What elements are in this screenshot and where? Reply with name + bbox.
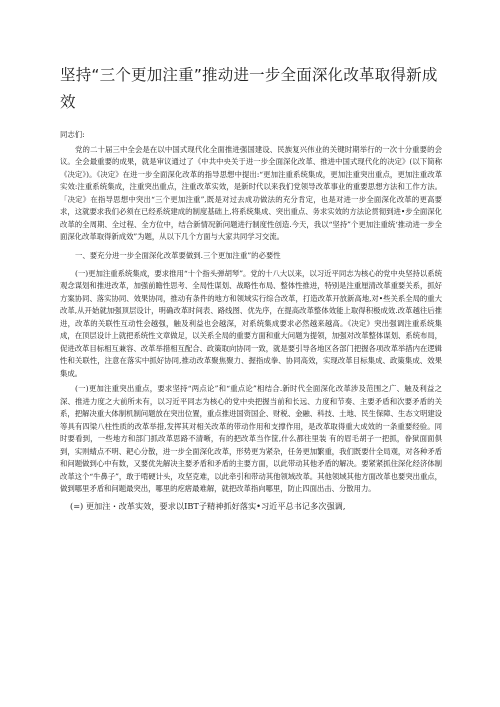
section-paragraph-2: (一)更加注重突出重点，要求坚持“两点论”和“重点论”相结合.新时代全面深化改革涉及范围之广、触及利益之深、推进力度之大前所未有，以习近平同志为核心的党中央把握当前和长远、力度和节奏、主要矛盾和次要矛盾的关系，把解决重大体制机制问题放在突出位置，重点推进国资国企、财税、金融、科技、土地、民生保障、生态文明建设等具有四梁八柱性质的改革举措,发挥其对相关改革的带动作用和支撑作用，是改革取得重大成效的一条重要经验。同时要看到，一些地方和部门抓改革思路不清晰，有的把改革当作筐,什么都往里装 有的眉毛胡子一把抓，眷狱面面俱到，实则蜻点不明、耙心分散，进一步全面深化改革，形势更为紧杂，任务更加繁重，我们既要什全局观，对各种矛盾和问题做到心中有数，又要优先解决主要矛盾和矛盾的主要方面，以此带动其他矛盾的解决。要紧紧抓住深化经济体制改革这个“牛鼻子”，敢于啃硬计头，攻坚克难，以此牵引和带动其他领域改革。其他领域其他方面改革也要突出重点，做到哪里矛盾和问题最突出，哪里的疙瘩最难解，就把改革指向哪里，防止四面出击、分散用力。 (60, 384, 442, 493)
section-paragraph-1: (一)更加注重系统集成，要求推用“十个指头弹胡琴”。党的十八大以来，以习近平同志为核心的党中央坚持以系统观念谋划和推进改革，加强前瞻性思考、全局性谋划、战略性布局、整体性推进，特别是注重厘清改革重要关系，抓好方案协同、落实协同、效果协同，推动有条件的地方和领域实行综合改革，打造改革开放新高地,对•些关系全局的重大改革,从开始就加强顶层设计，明确改革时间表、路线图、优先序，在提高改革整体效能上取得积极成效.改革越往后推进，改革的关联性互动性会越强，触及利益也会越深，对系统集成要求必然越来越高。《决定》突出强调注重系统集成，在顶层设计上就把系统性文章做足，以关系全局的重要方面和重大问题为提领，加强对改革整体谋划、系统布局，促进改革目标相互兼容、改革举措相互配合、政策取向协同一致，就是要引导各地区各部门把握各项改革举措内在逻辑性和关联性，注意在落实中抓好协同,推动改革聚焦聚力、握指成拳、协同高效，实现改革目标集成、政策集成、效果集成。 (60, 268, 442, 378)
intro-paragraph: 党的二十届三中全会是在以中国式现代化全面推进强国建设、民族复兴伟业的关键时期举行的一次十分重要的会议。全会最重要的成果，就是审议通过了《中共中央关于进一步全面深化改革、推进中国式现代化的决定》(以下简称《决定》)。《决定》在进一步全面深化改革的指导思想中提出:“更加注重系统集成，更加注重突出重点，更加注重改革实效:注重系统集成，注重突出重点，注重改革实效，是新时代以来我们党领导改革事业的重要思想方法和工作方法。「决定》在指导思想中突出“三个更加注重”,既是对过去成功做法的充分肯定，也是对进一步全面深化改革的更高要求，这就要求我们必须在已经系统建成的制度基础上,将系统集成、突出重点、务求实效的方法论贯彻到进•步全面深化改革的全周期、全过程、全方位中，结合新情况新问题进行制度性创造.今天，我以“坚持”个更加注重统‘推动进一步全面深化改革取得新成效”为题，从以下几个方面与大家共同学习交流。 (60, 144, 442, 241)
salutation: 同志们: (60, 130, 85, 139)
document-title: 坚持“三个更加注重”推动进一步全面深化改革取得新成效 (60, 66, 438, 111)
section-heading: 一、要充分进一步全面深化改革要做到.三个更加注重”的必要性 (75, 250, 281, 260)
trailing-line: (=) 更加注・改革实效，要求以IBT子精神抓好落实•习近平总书记多次强调, (70, 500, 346, 511)
